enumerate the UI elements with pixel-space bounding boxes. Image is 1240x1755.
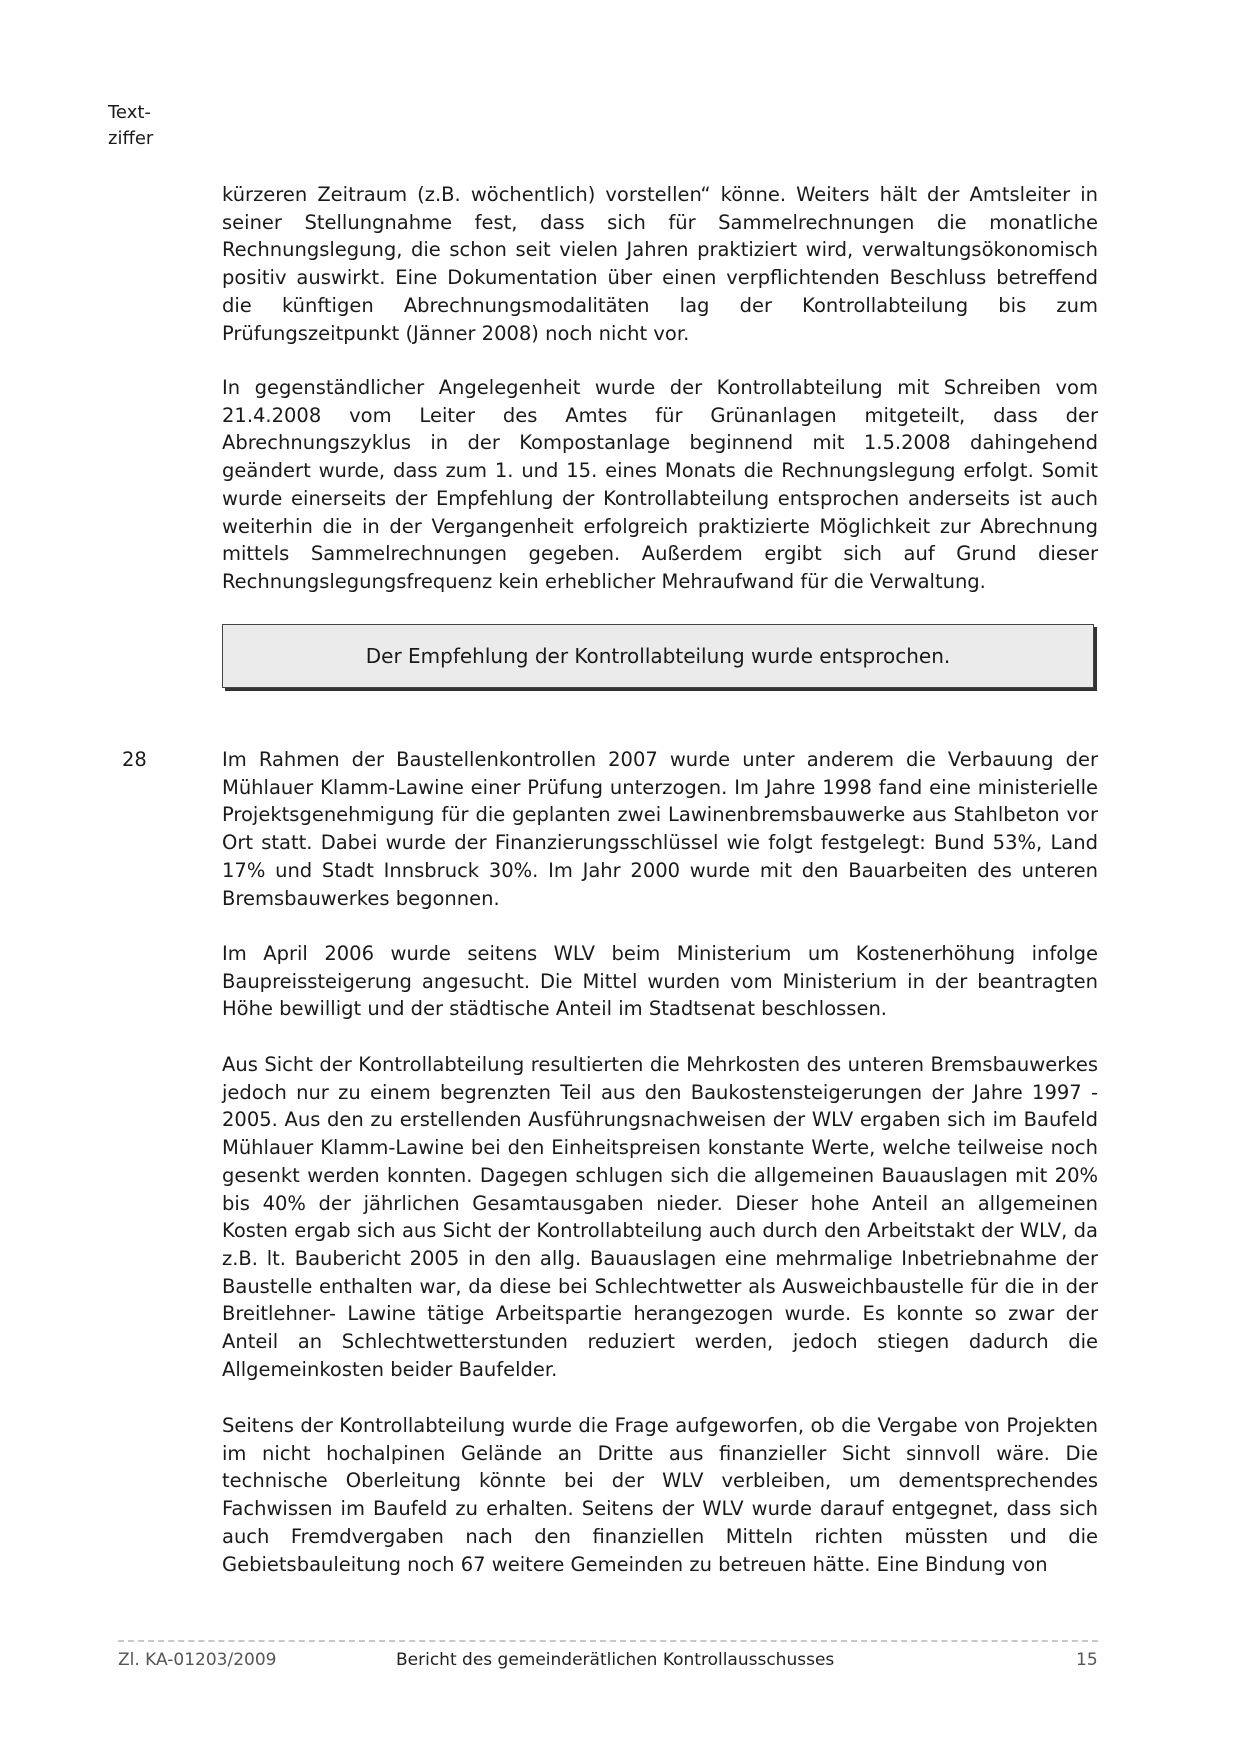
- paragraph-4: Im April 2006 wurde seitens WLV beim Ministerium um Kostenerhöhung infolge Baupreissteigerung angesucht. Die Mittel wurden vom Ministerium in der beantragten Höhe bewilligt und der städtische Anteil im Stadtsenat beschlossen.: [222, 942, 1098, 1021]
- footer-divider: [118, 1640, 1098, 1642]
- footer-title: Bericht des gemeinderätlichen Kontrollausschusses: [396, 1650, 835, 1670]
- margin-label: [108, 100, 153, 152]
- paragraph-number: 28: [122, 748, 147, 771]
- paragraph-1: kürzeren Zeitraum (z.B. wöchentlich) vorstellen“ könne. Weiters hält der Amtsleiter in seiner Stellungnahme fest, dass sich für Sammelrechnungen die monatliche Rechnungslegung, die schon seit vielen Jahren praktiziert wird, verwaltungsökonomisch positiv auswirkt. Eine Dokumentation über einen verpflichtenden Beschluss betreffend die künftigen Abrechnungsmodalitäten lag der Kontrollabteilung bis zum Prüfungszeitpunkt (Jänner 2008) noch nicht vor.: [222, 183, 1098, 345]
- paragraph-6: Seitens der Kontrollabteilung wurde die Frage aufgeworfen, ob die Vergabe von Projekten im nicht hochalpinen Gelände an Dritte aus finanzieller Sicht sinnvoll wäre. Die technische Oberleitung könnte bei der WLV verbleiben, um dementsprechendes Fachwissen im Baufeld zu erhalten. Seitens der WLV wurde darauf entgegnet, dass sich auch Fremdvergaben nach den finanziellen Mitteln richten müssten und die Gebietsbauleitung noch 67 weitere Gemeinden zu betreuen hätte. Eine Bindung von: [222, 1414, 1098, 1576]
- recommendation-text: Der Empfehlung der Kontrollabteilung wurde entsprochen.: [365, 644, 951, 668]
- margin-label-line2: ziffer: [108, 128, 154, 149]
- margin-label-line1: Text-: [108, 102, 151, 123]
- footer-reference: Zl. KA-01203/2009: [118, 1650, 277, 1670]
- paragraph-5: Aus Sicht der Kontrollabteilung resultierten die Mehrkosten des unteren Bremsbauwerkes jedoch nur zu einem begrenzten Teil aus den Baukostensteigerungen der Jahre 1997 - 2005. Aus den zu erstellenden Ausführungsnachweisen der WLV ergaben sich im Baufeld Mühlauer Klamm-Lawine bei den Einheitspreisen konstante Werte, welche teilweise noch gesenkt werden konnten. Dagegen schlugen sich die allgemeinen Bauauslagen mit 20% bis 40% der jährlichen Gesamtausgaben nieder. Dieser hohe Anteil an allgemeinen Kosten ergab sich aus Sicht der Kontrollabteilung auch durch den Arbeitstakt der WLV, da z.B. lt. Baubericht 2005 in den allg. Bauauslagen eine mehrmalige Inbetriebnahme der Baustelle enthalten war, da diese bei Schlechtwetter als Ausweichbaustelle für die in der Breitlehner- Lawine tätige Arbeitspartie herangezogen wurde. Es konnte so zwar der Anteil an Schlechtwetterstunden reduziert werden, jedoch stiegen dadurch die Allgemeinkosten beider Baufelder.: [222, 1053, 1098, 1381]
- paragraph-2: In gegenständlicher Angelegenheit wurde der Kontrollabteilung mit Schreiben vom 21.4.2008 vom Leiter des Amtes für Grünanlagen mitgeteilt, dass der Abrechnungszyklus in der Kompostanlage beginnend mit 1.5.2008 dahingehend geändert wurde, dass zum 1. und 15. eines Monats die Rechnungslegung erfolgt. Somit wurde einerseits der Empfehlung der Kontrollabteilung entsprochen anderseits ist auch weiterhin die in der Vergangenheit erfolgreich praktizierte Möglichkeit zur Abrechnung mittels Sammelrechnungen gegeben. Außerdem ergibt sich auf Grund dieser Rechnungslegungsfrequenz kein erheblicher Mehraufwand für die Verwaltung.: [222, 376, 1098, 593]
- footer-page-number: 15: [1076, 1650, 1098, 1670]
- paragraph-3: Im Rahmen der Baustellenkontrollen 2007 wurde unter anderem die Verbauung der Mühlauer Klamm-Lawine einer Prüfung unterzogen. Im Jahre 1998 fand eine ministerielle Projektsgenehmigung für die geplanten zwei Lawinenbremsbauwerke aus Stahlbeton vor Ort statt. Dabei wurde der Finanzierungsschlüssel wie folgt festgelegt: Bund 53%, Land 17% und Stadt Innsbruck 30%. Im Jahr 2000 wurde mit den Bauarbeiten des unteren Bremsbauwerkes begonnen.: [222, 748, 1098, 910]
- recommendation-box: [222, 624, 1094, 688]
